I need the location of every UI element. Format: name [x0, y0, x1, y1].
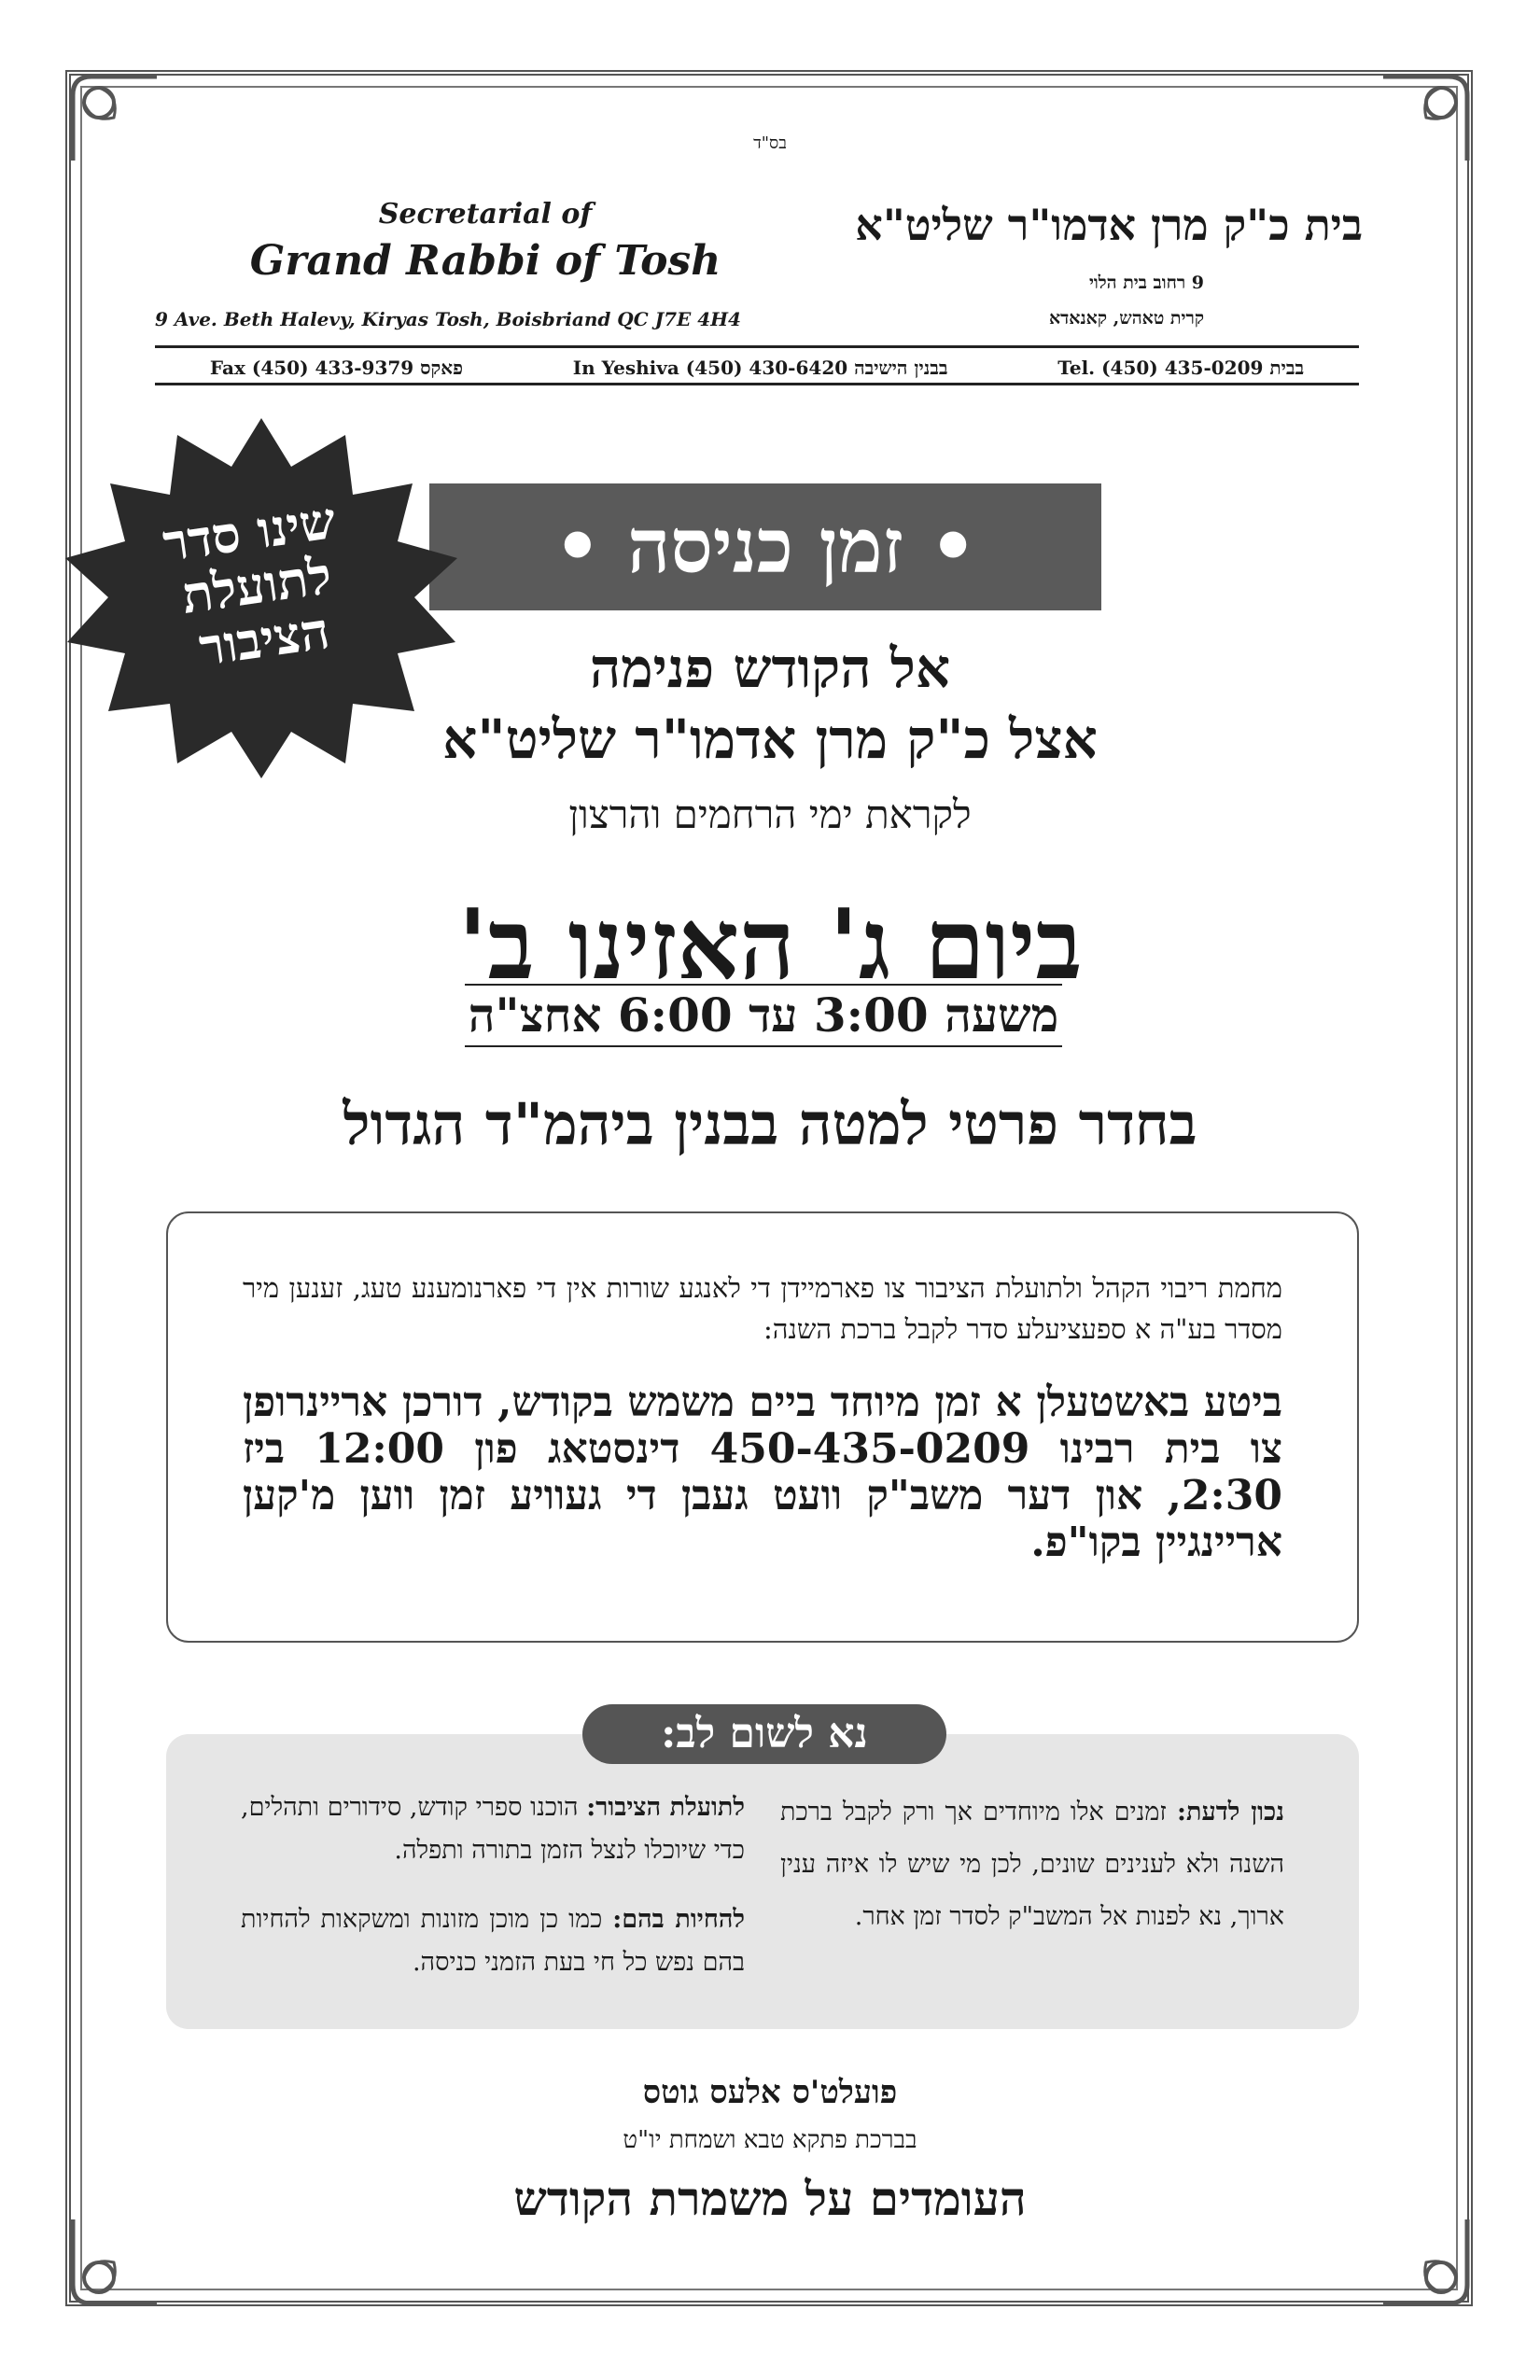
main-line-2: אצל כ"ק מרן אדמו"ר שליט"א	[442, 707, 1098, 771]
corner-ornament-icon	[63, 67, 166, 170]
hebrew-address-city: קרית טאהש, קאנאדא	[1048, 308, 1204, 329]
main-line-3: לקראת ימי הרחמים והרצון	[568, 791, 972, 837]
footer-line-1: פועלט'ס אלעס גוטס	[642, 2074, 898, 2111]
attention-panel	[166, 1734, 1359, 2029]
notice-paragraph-1: מחמת ריבוי הקהל ולתועלת הציבור צו פארמיידן די לאנגע שורות אין די פארנומענע טעג, זענען מיר מסדר בע"ה א ספעציעלע סדר לקבל ברכת השנה:	[243, 1272, 1282, 1345]
corner-ornament-icon	[1374, 67, 1477, 170]
bsd-mark: בס"ד	[753, 133, 787, 153]
main-line-1: אל הקודש פנימה	[589, 637, 951, 700]
time-range: משעה 3:00 עד 6:00 אחצ"ה	[465, 984, 1062, 1047]
contact-fax: פאקס Fax (450) 433-9379	[209, 357, 463, 379]
hebrew-address-street: 9 רחוב בית הלוי	[1088, 273, 1204, 293]
contact-bar	[155, 357, 1359, 380]
left2-text: כמו כן מוכן מזונות ומשקאות להחיות בהם נפש כל חי בעת הזמני כניסה.	[241, 1905, 745, 1977]
left1-text: הוכנו ספרי קודש, סידורים ותהלים, כדי שיוכלו לנצל הזמן בתורה ותפלה.	[241, 1793, 745, 1865]
footer-line-2: בברכת פתקא טבא ושמחת יו"ט	[623, 2126, 917, 2154]
badge-text: שינו סדר לתועלת הציבור	[159, 489, 340, 678]
address-english: 9 Ave. Beth Halevy, Kiryas Tosh, Boisbriand QC J7E 4H4	[155, 308, 741, 330]
banner-title: • זמן כניסה •	[553, 502, 977, 590]
title-banner	[429, 483, 1101, 610]
notice-paragraph-2: ביטע באשטעלן א זמן מיוחד ביים משמש בקודש, דורכן אריינרופן צו בית רבינו 450-435-0209 דינסטאג פון 12:00 ביז 2:30, און דער משב"ק וועט געבן די געוויע זמן ווען מ'קען אריינגיין בקו"פ.	[243, 1379, 1283, 1566]
attention-right-column	[780, 1786, 1284, 1943]
hebrew-header-title: בית כ"ק מרן אדמו"ר שליט"א	[855, 200, 1363, 250]
attention-left-column	[241, 1786, 745, 2010]
contact-yeshiva: בבנין הישיבה In Yeshiva (450) 430-6420	[572, 357, 948, 379]
place-heading: בחדר פרטי למטה בבנין ביהמ"ד הגדול	[343, 1090, 1197, 1158]
right-text: זמנים אלו מיוחדים אך ורק לקבל ברכת השנה ולא לענינים שונים, לכן מי שיש לו איזה ענין ארוך, נא לפנות אל המשב"ק לסדר זמן אחר.	[780, 1798, 1284, 1931]
left-item-2	[241, 1898, 745, 1984]
grand-rabbi-title: Grand Rabbi of Tosh	[249, 237, 721, 285]
attention-title: נא לשום לב:	[582, 1704, 946, 1764]
right-label: נכון לדעת:	[1177, 1798, 1285, 1827]
header-divider-bottom	[155, 383, 1359, 385]
footer-signature: העומדים על משמרת הקודש	[513, 2171, 1027, 2226]
day-heading: ביום ג' האזינו ב'	[457, 887, 1083, 1001]
left1-label: לתועלת הציבור:	[586, 1793, 745, 1822]
left-item-1	[241, 1786, 745, 1872]
header-divider-top	[155, 345, 1359, 348]
contact-home: בבית Tel. (450) 435-0209	[1057, 357, 1305, 379]
left2-label: להחיות בהם:	[612, 1905, 745, 1934]
secretarial-label: Secretarial of	[378, 198, 593, 231]
notice-box	[166, 1211, 1359, 1643]
